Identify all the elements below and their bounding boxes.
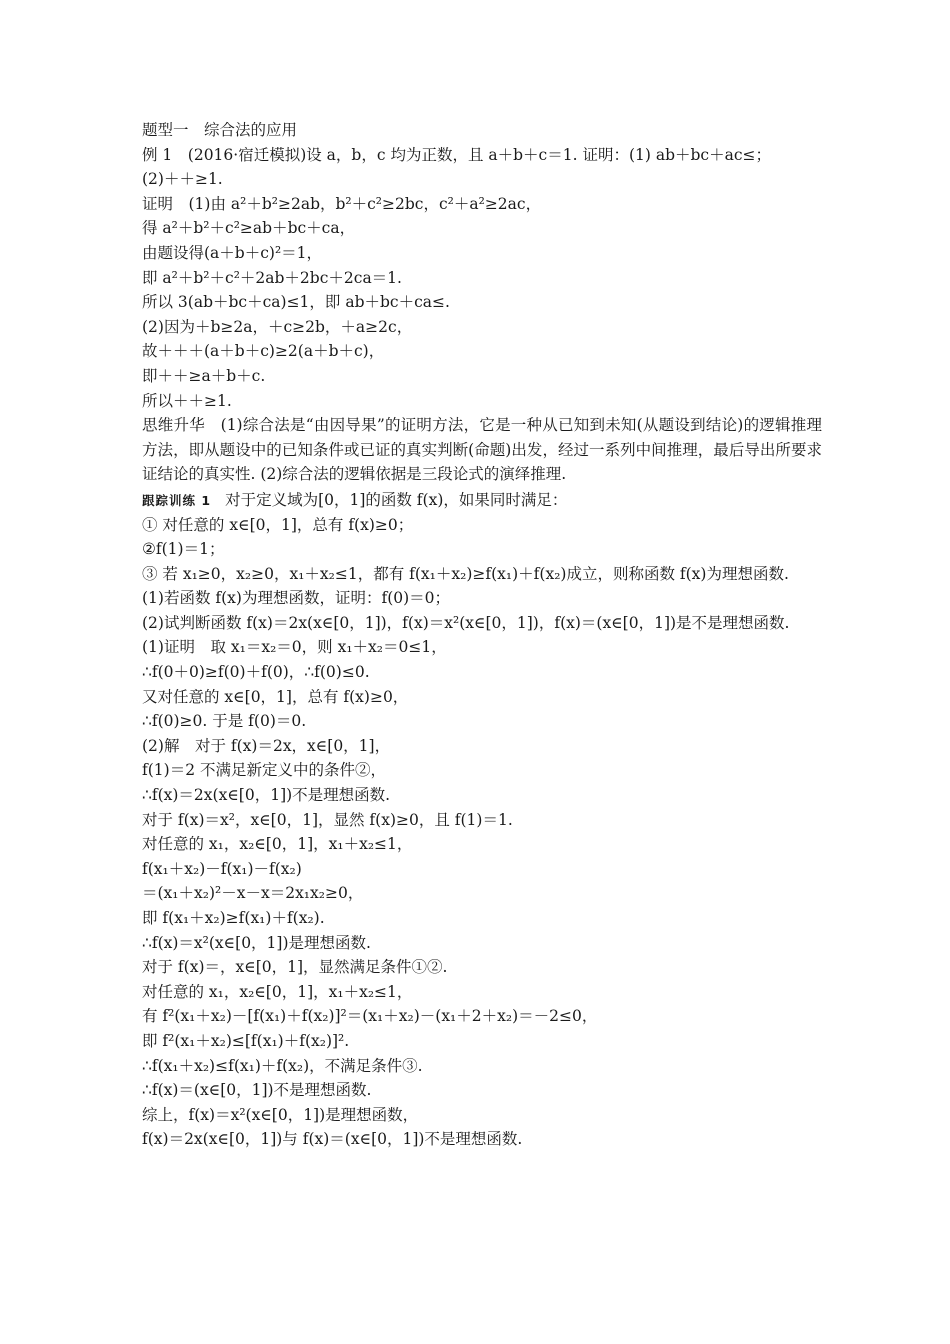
solution-line: (2)解 对于 f(x)＝2x，x∈[0，1]，	[142, 736, 391, 755]
question-1: (1)若函数 f(x)为理想函数，证明：f(0)＝0；	[142, 589, 451, 608]
question-2: (2)试判断函数 f(x)＝2x(x∈[0，1])，f(x)＝x²(x∈[0，1])，f(x)＝(x∈[0，1])是不是理想函数.	[142, 613, 790, 632]
solution-line: 对于 f(x)＝x²，x∈[0，1]，显然 f(x)≥0，且 f(1)＝1.	[142, 810, 513, 829]
example-statement-line-1: 例 1 (2016·宿迁模拟)设 a，b，c 均为正数，且 a＋b＋c＝1. 证明：(1) ab＋bc＋ac≤；	[142, 145, 772, 164]
practice-label: 跟踪训练 1	[142, 492, 212, 508]
practice-intro: 对于定义域为[0，1]的函数 f(x)，如果同时满足：	[225, 490, 568, 509]
proof-line: 所以 3(ab＋bc＋ca)≤1，即 ab＋bc＋ca≤.	[142, 293, 450, 312]
solution-line: 综上，f(x)＝x²(x∈[0，1])是理想函数，	[142, 1105, 419, 1124]
solution-line: ∴f(x₁＋x₂)≤f(x₁)＋f(x₂)，不满足条件③.	[142, 1056, 423, 1075]
proof-line: 故＋＋＋(a＋b＋c)≥2(a＋b＋c)，	[142, 342, 385, 361]
solution-line: 对任意的 x₁，x₂∈[0，1]，x₁＋x₂≤1，	[142, 835, 413, 854]
thinking-paragraph: 思维升华 (1)综合法是“由因导果”的证明方法，它是一种从已知到未知(从题设到结论)的逻辑推理方法，即从题设中的已知条件或已证的真实判断(命题)出发，经过一系列中间推理，最后导出所要求证结论的真实性. (2)综合法的逻辑依据是三段论式的演绎推理.	[142, 416, 822, 484]
solution-line: ∴f(0＋0)≥f(0)＋f(0)，∴f(0)≤0.	[142, 663, 370, 682]
practice-intro-line	[142, 488, 822, 513]
solution-line: ∴f(x)＝2x(x∈[0，1])不是理想函数.	[142, 786, 391, 805]
solution-line: (1)证明 取 x₁＝x₂＝0，则 x₁＋x₂＝0≤1，	[142, 638, 447, 657]
solution-line: 对于 f(x)＝，x∈[0，1]，显然满足条件①②.	[142, 958, 448, 977]
solution-line: ＝(x₁＋x₂)²－x－x＝2x₁x₂≥0，	[142, 884, 364, 903]
solution-line: f(x₁＋x₂)－f(x₁)－f(x₂)	[142, 859, 302, 878]
solution-line: 又对任意的 x∈[0，1]，总有 f(x)≥0，	[142, 687, 409, 706]
proof-line: 证明 (1)由 a²＋b²≥2ab，b²＋c²≥2bc，c²＋a²≥2ac，	[142, 194, 542, 213]
proof-line: 即＋＋≥a＋b＋c.	[142, 366, 266, 385]
proof-line: 由题设得(a＋b＋c)²＝1，	[142, 243, 323, 262]
solution-line: ∴f(0)≥0. 于是 f(0)＝0.	[142, 712, 307, 731]
example-statement-line-2: (2)＋＋≥1.	[142, 170, 223, 189]
condition-2: ②f(1)＝1；	[142, 540, 225, 559]
proof-line: 即 a²＋b²＋c²＋2ab＋2bc＋2ca＝1.	[142, 268, 402, 287]
condition-3: ③ 若 x₁≥0，x₂≥0，x₁＋x₂≤1，都有 f(x₁＋x₂)≥f(x₁)＋f(x₂)成立，则称函数 f(x)为理想函数.	[142, 564, 789, 583]
solution-line: ∴f(x)＝x²(x∈[0，1])是理想函数.	[142, 933, 371, 952]
solution-line: 即 f(x₁＋x₂)≥f(x₁)＋f(x₂).	[142, 909, 325, 927]
condition-1: ① 对任意的 x∈[0，1]，总有 f(x)≥0；	[142, 515, 414, 534]
proof-line: 得 a²＋b²＋c²≥ab＋bc＋ca，	[142, 219, 356, 238]
solution-line: f(1)＝2 不满足新定义中的条件②，	[142, 761, 386, 780]
solution-line: 对任意的 x₁，x₂∈[0，1]，x₁＋x₂≤1，	[142, 982, 413, 1001]
solution-line: 有 f²(x₁＋x₂)－[f(x₁)＋f(x₂)]²＝(x₁＋x₂)－(x₁＋2＋x₂)＝－2≤0，	[142, 1007, 598, 1026]
solution-line: f(x)＝2x(x∈[0，1])与 f(x)＝(x∈[0，1])不是理想函数.	[142, 1130, 523, 1149]
solution-line: ∴f(x)＝(x∈[0，1])不是理想函数.	[142, 1081, 372, 1100]
proof-line: (2)因为＋b≥2a，＋c≥2b，＋a≥2c，	[142, 317, 413, 336]
proof-line: 所以＋＋≥1.	[142, 391, 232, 410]
solution-line: 即 f²(x₁＋x₂)≤[f(x₁)＋f(x₂)]².	[142, 1031, 350, 1050]
document-content	[142, 118, 822, 1152]
section-title: 题型一 综合法的应用	[142, 121, 298, 139]
